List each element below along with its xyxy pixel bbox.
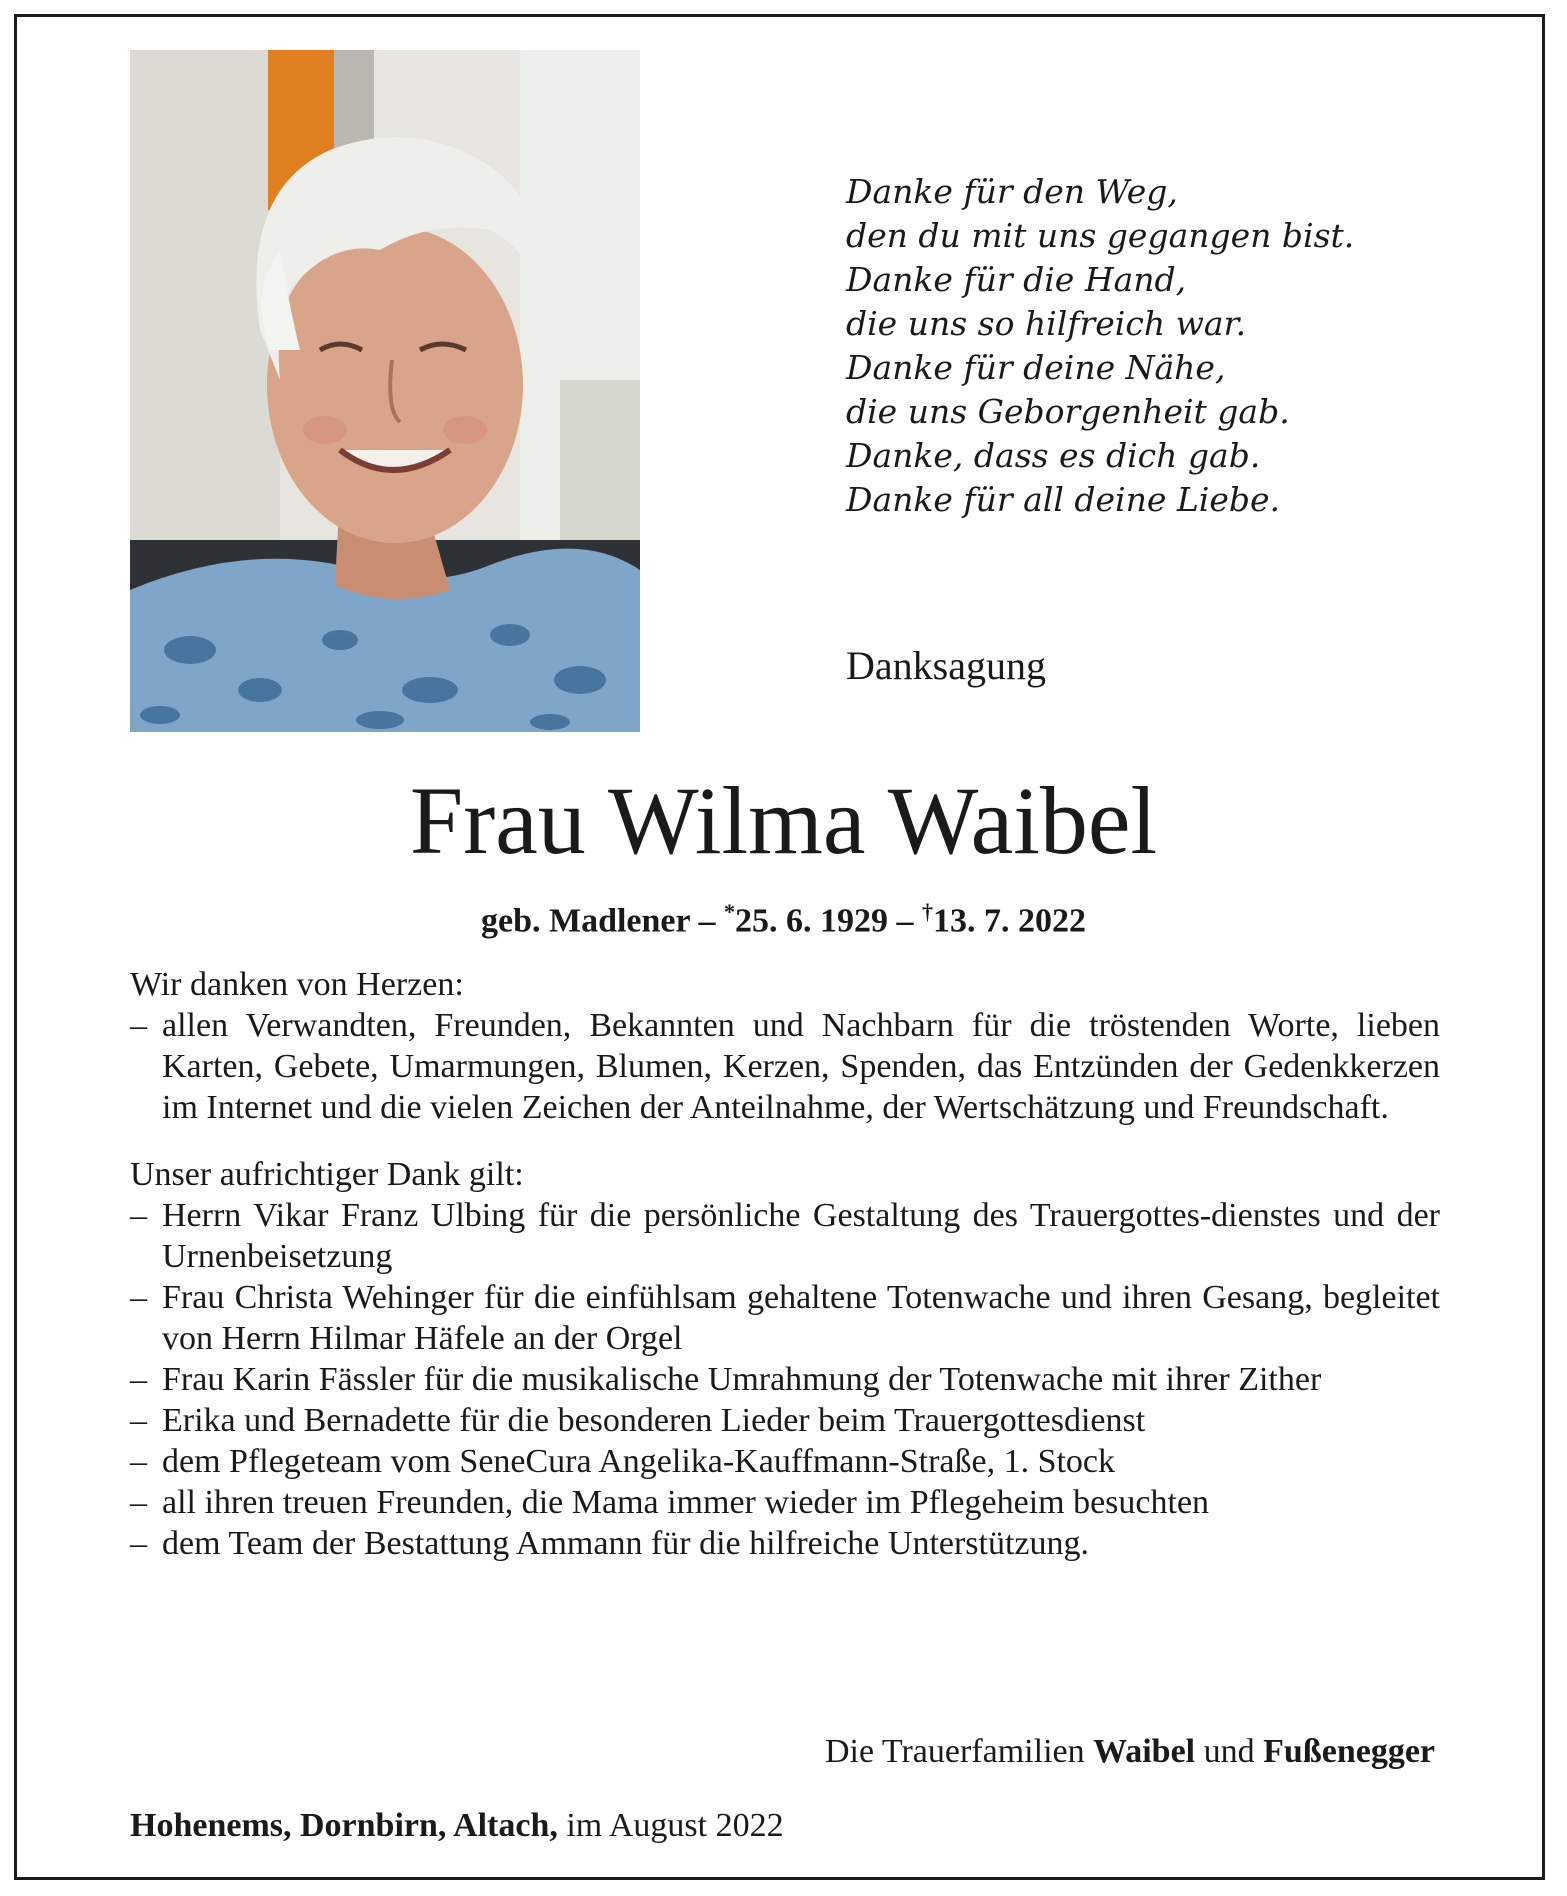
places: Hohenems, Dornbirn, Altach, xyxy=(130,1807,558,1844)
poem-line: die uns Geborgenheit gab. xyxy=(846,392,1290,431)
list-item: – allen Verwandten, Freunden, Bekannten und Nachbarn für die tröstenden Worte, lieben Karten, Gebete, Umarmungen, Blumen, Kerzen, Spenden, das Entzünden der Gedenkkerzen im Internet und die vielen Zeichen der Anteilnahme, der Wertschätzung und Freundschaft. xyxy=(130,1005,1440,1128)
thanks-intro: Wir danken von Herzen: xyxy=(130,966,464,1003)
birth-symbol: * xyxy=(724,899,735,924)
death-symbol: † xyxy=(922,899,933,924)
separator: – xyxy=(896,902,914,940)
poem-line: Danke für die Hand, xyxy=(846,260,1187,299)
families-conjunction: und xyxy=(1203,1733,1255,1770)
list-item: – Erika und Bernadette für die besonderen Lieder beim Trauergottesdienst xyxy=(130,1400,1440,1441)
families-prefix: Die Trauerfamilien xyxy=(824,1733,1085,1770)
list-item: – Frau Christa Wehinger für die einfühlsam gehaltene Totenwache und ihren Gesang, begleitet von Herrn Hilmar Häfele an der Orgel xyxy=(130,1277,1440,1359)
separator: – xyxy=(698,902,716,940)
poem-line: Danke für all deine Liebe. xyxy=(846,480,1281,519)
family-name-2: Fußenegger xyxy=(1263,1733,1435,1770)
families-signature xyxy=(825,1730,1435,1774)
closing-date: im August 2022 xyxy=(566,1807,784,1844)
list-item: – Herrn Vikar Franz Ulbing für die persönliche Gestaltung des Trauergottes-dienstes und der Urnenbeisetzung xyxy=(130,1195,1440,1277)
poem-line: Danke für deine Nähe, xyxy=(846,348,1226,387)
life-dates xyxy=(0,890,1567,943)
heading-danksagung: Danksagung xyxy=(846,643,1046,688)
list-item: – all ihren treuen Freunden, die Mama immer wieder im Pflegeheim besuchten xyxy=(130,1482,1440,1523)
list-item: – dem Pflegeteam vom SeneCura Angelika-Kauffmann-Straße, 1. Stock xyxy=(130,1441,1440,1482)
thanks-body xyxy=(130,964,1440,1576)
place-date xyxy=(130,1804,784,1848)
poem-line: Danke, dass es dich gab. xyxy=(846,436,1261,475)
poem-line: Danke für den Weg, xyxy=(846,172,1178,211)
death-date: 13. 7. 2022 xyxy=(933,902,1086,940)
birth-name: geb. Madlener xyxy=(480,902,690,940)
gratitude-list xyxy=(130,1195,1440,1564)
portrait-photo-icon xyxy=(130,50,640,732)
poem-line: den du mit uns gegangen bist. xyxy=(846,216,1355,255)
poem-line: die uns so hilfreich war. xyxy=(846,304,1247,343)
deceased-name: Frau Wilma Waibel xyxy=(409,767,1158,874)
poem xyxy=(846,170,1406,522)
birth-date: 25. 6. 1929 xyxy=(735,902,888,940)
list-item: – Frau Karin Fässler für die musikalische Umrahmung der Totenwache mit ihrer Zither xyxy=(130,1359,1440,1400)
list-item: – dem Team der Bestattung Ammann für die hilfreiche Unterstützung. xyxy=(130,1523,1440,1564)
family-name-1: Waibel xyxy=(1093,1733,1196,1770)
thanks-list xyxy=(130,1005,1440,1128)
gratitude-intro: Unser aufrichtiger Dank gilt: xyxy=(130,1156,524,1193)
